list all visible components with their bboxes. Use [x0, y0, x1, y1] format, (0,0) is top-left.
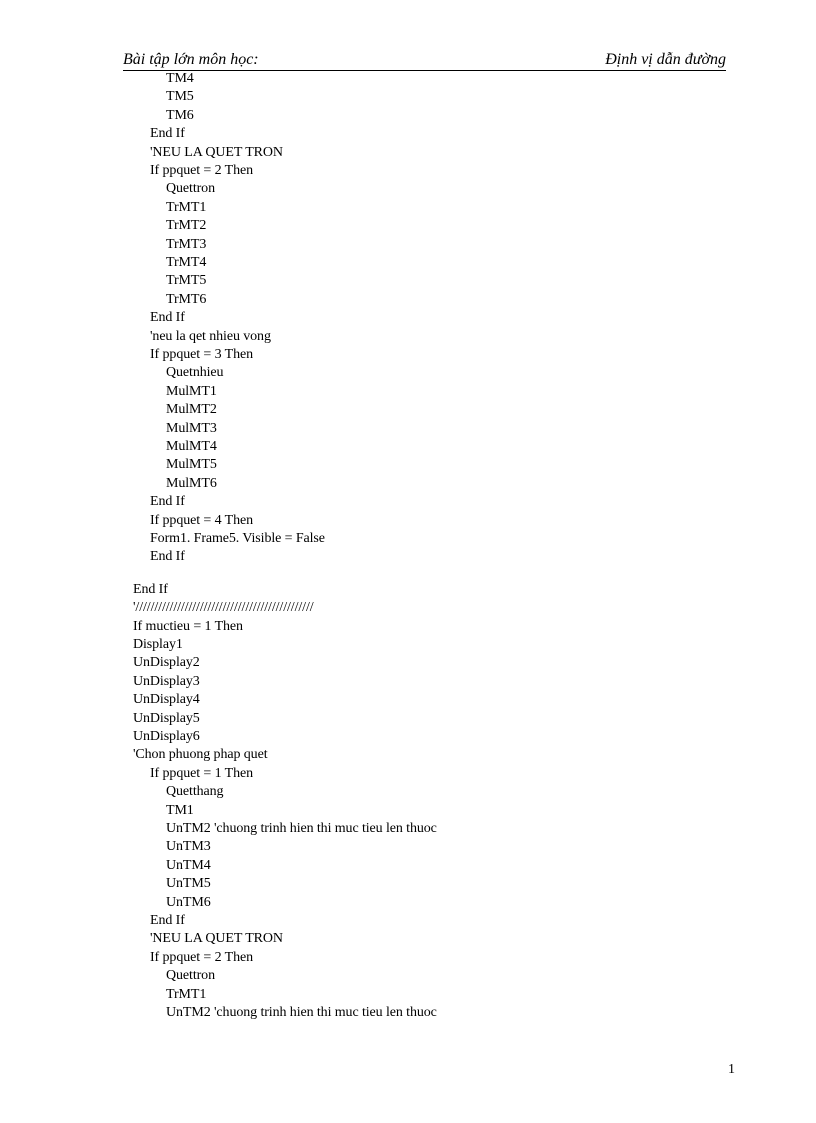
code-line: UnDisplay3 — [133, 673, 200, 689]
code-line: Display1 — [133, 637, 183, 652]
code-line: UnTM6 — [166, 894, 211, 910]
header-subject: Định vị dẫn đường — [605, 51, 726, 68]
code-line: If ppquet = 4 Then — [150, 512, 254, 528]
code-line: If ppquet = 2 Then — [150, 163, 254, 178]
code-line: If ppquet = 2 Then — [150, 949, 254, 965]
code-line: TM5 — [166, 89, 194, 105]
code-line: End If — [150, 549, 185, 565]
code-line: Quettron — [166, 181, 215, 197]
page-header — [123, 50, 726, 71]
code-line: MulMT2 — [166, 402, 217, 418]
code-line: If muctieu = 1 Then — [133, 618, 243, 634]
page-number: 1 — [728, 1062, 735, 1077]
code-line: UnDisplay4 — [133, 692, 200, 708]
code-line: UnTM2 'chuong trinh hien thi muc tieu len thuoc — [166, 1005, 437, 1020]
code-line: UnTM3 — [166, 839, 211, 855]
code-line: 'NEU LA QUET TRON — [150, 931, 283, 947]
code-line: MulMT6 — [166, 475, 217, 491]
code-line: MulMT3 — [166, 420, 217, 436]
code-line: End If — [150, 913, 185, 928]
code-line: '/////////////////////////////////////////////// — [133, 600, 314, 616]
code-line: 'neu la qet nhieu vong — [150, 328, 271, 344]
code-line: Quetnhieu — [166, 365, 224, 381]
code-line: MulMT4 — [166, 439, 217, 454]
code-line: UnDisplay5 — [133, 710, 200, 726]
code-line: TM1 — [166, 802, 194, 818]
code-line: 'NEU LA QUET TRON — [150, 144, 283, 160]
code-line: End If — [150, 310, 185, 326]
code-line: TrMT1 — [166, 986, 207, 1002]
code-line: UnDisplay6 — [133, 729, 200, 744]
code-line: TrMT2 — [166, 218, 207, 234]
code-line: TrMT6 — [166, 291, 207, 307]
code-line: End If — [150, 494, 185, 510]
code-line: TrMT5 — [166, 273, 207, 289]
code-line: TrMT1 — [166, 199, 207, 215]
code-line: UnTM5 — [166, 876, 211, 892]
code-line: Quetthang — [166, 784, 224, 800]
code-line: If ppquet = 1 Then — [150, 765, 254, 781]
code-line: TrMT3 — [166, 236, 207, 252]
code-line: MulMT5 — [166, 457, 217, 473]
code-line: End If — [133, 581, 168, 597]
code-line: 'Chon phuong phap quet — [133, 747, 268, 763]
code-line: TrMT4 — [166, 255, 207, 270]
code-line: UnDisplay2 — [133, 655, 200, 671]
code-line: Quettron — [166, 968, 215, 984]
code-line: TM4 — [166, 71, 194, 86]
code-line: TM6 — [166, 107, 194, 123]
code-line: End If — [150, 126, 185, 142]
code-line: UnTM4 — [166, 857, 211, 873]
header-course-title: Bài tập lớn môn học: — [123, 51, 259, 68]
code-line: Form1. Frame5. Visible = False — [150, 531, 325, 546]
code-line: If ppquet = 3 Then — [150, 347, 254, 362]
code-line: UnTM2 'chuong trinh hien thi muc tieu len thuoc — [166, 821, 437, 836]
code-line: MulMT1 — [166, 383, 217, 399]
